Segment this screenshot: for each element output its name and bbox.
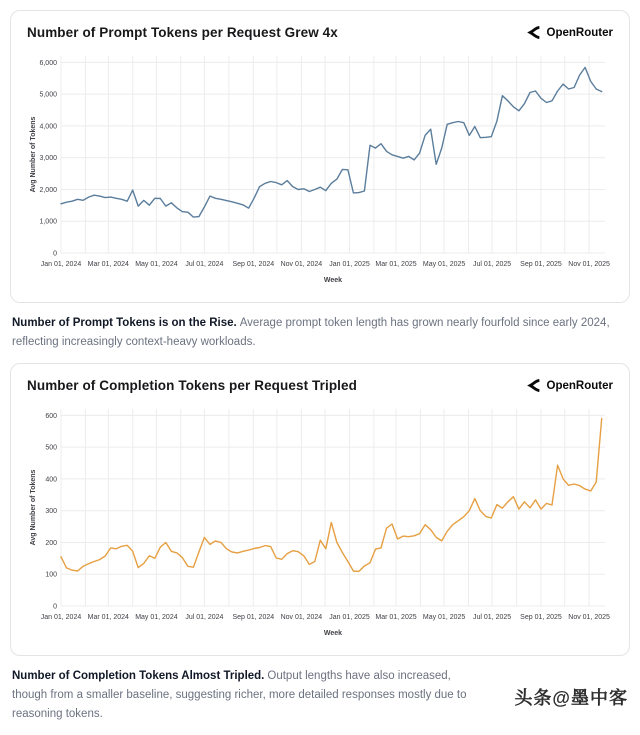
svg-text:Mar 01, 2024: Mar 01, 2024 bbox=[87, 614, 129, 622]
svg-text:Nov 01, 2025: Nov 01, 2025 bbox=[568, 261, 610, 268]
openrouter-brand-label: OpenRouter bbox=[546, 379, 613, 392]
svg-text:5,000: 5,000 bbox=[39, 91, 57, 99]
svg-text:100: 100 bbox=[45, 571, 57, 579]
svg-text:May 01, 2025: May 01, 2025 bbox=[422, 261, 466, 268]
svg-text:4,000: 4,000 bbox=[39, 123, 57, 131]
svg-text:Jan 01, 2024: Jan 01, 2024 bbox=[40, 614, 82, 622]
prompt-card-title: Number of Prompt Tokens per Request Grew 4x bbox=[27, 25, 338, 40]
completion-card-header bbox=[27, 378, 613, 393]
prompt-caption bbox=[12, 314, 628, 351]
svg-text:3,000: 3,000 bbox=[39, 155, 57, 163]
completion-card-title: Number of Completion Tokens per Request Tripled bbox=[27, 378, 357, 394]
svg-text:6,000: 6,000 bbox=[39, 59, 57, 67]
completion-card bbox=[10, 363, 630, 656]
svg-text:Sep 01, 2024: Sep 01, 2024 bbox=[232, 614, 275, 622]
prompt-tokens-chart bbox=[27, 48, 613, 298]
svg-text:Mar 01, 2024: Mar 01, 2024 bbox=[87, 261, 129, 268]
svg-text:2,000: 2,000 bbox=[39, 187, 57, 194]
svg-text:300: 300 bbox=[45, 508, 57, 516]
completion-caption bbox=[12, 667, 480, 723]
svg-text:Jan 01, 2024: Jan 01, 2024 bbox=[40, 261, 82, 268]
openrouter-logo-icon bbox=[527, 25, 542, 40]
svg-text:Avg Number of Tokens: Avg Number of Tokens bbox=[30, 116, 37, 193]
openrouter-logo-icon bbox=[527, 378, 542, 393]
svg-text:600: 600 bbox=[45, 413, 57, 421]
prompt-caption-bold: Number of Prompt Tokens is on the Rise. bbox=[12, 317, 237, 329]
svg-text:1,000: 1,000 bbox=[39, 218, 57, 226]
svg-text:Jul 01, 2025: Jul 01, 2025 bbox=[473, 261, 512, 268]
svg-text:0: 0 bbox=[53, 250, 57, 258]
svg-text:May 01, 2024: May 01, 2024 bbox=[135, 614, 178, 622]
svg-text:Sep 01, 2025: Sep 01, 2025 bbox=[520, 261, 562, 268]
svg-text:Nov 01, 2025: Nov 01, 2025 bbox=[568, 614, 610, 622]
completion-caption-bold: Number of Completion Tokens Almost Tripled. bbox=[12, 670, 265, 683]
svg-text:400: 400 bbox=[45, 476, 57, 484]
completion-caption-row bbox=[0, 667, 640, 723]
svg-text:0: 0 bbox=[53, 603, 57, 611]
svg-text:Jul 01, 2024: Jul 01, 2024 bbox=[185, 614, 224, 622]
svg-text:Nov 01, 2024: Nov 01, 2024 bbox=[280, 261, 323, 268]
svg-text:Avg Number of Tokens: Avg Number of Tokens bbox=[30, 469, 37, 546]
svg-text:Jul 01, 2024: Jul 01, 2024 bbox=[185, 261, 224, 268]
watermark: 头条@墨中客 bbox=[514, 688, 628, 709]
prompt-card bbox=[10, 10, 630, 303]
svg-text:May 01, 2025: May 01, 2025 bbox=[422, 614, 466, 622]
completion-tokens-chart bbox=[27, 401, 613, 651]
completion-caption-text: Output lengths have also increased, though from a smaller baseline, suggesting richer, more detailed responses mostly due to reasoning tokens. bbox=[12, 670, 467, 720]
svg-text:Week: Week bbox=[323, 630, 343, 638]
openrouter-brand bbox=[527, 378, 613, 393]
prompt-caption-text: Average prompt token length has grown nearly fourfold since early 2024, reflecting increasingly context-heavy workloads. bbox=[12, 317, 610, 348]
svg-text:Jan 01, 2025: Jan 01, 2025 bbox=[329, 614, 370, 622]
svg-text:Nov 01, 2024: Nov 01, 2024 bbox=[280, 614, 323, 622]
svg-text:Sep 01, 2024: Sep 01, 2024 bbox=[232, 261, 275, 268]
prompt-card-header bbox=[27, 25, 613, 40]
svg-text:Jan 01, 2025: Jan 01, 2025 bbox=[329, 261, 370, 268]
svg-text:Week: Week bbox=[323, 277, 343, 284]
openrouter-brand bbox=[527, 25, 613, 40]
svg-text:500: 500 bbox=[45, 444, 57, 452]
svg-text:200: 200 bbox=[45, 540, 57, 548]
svg-text:May 01, 2024: May 01, 2024 bbox=[135, 261, 178, 268]
svg-text:Jul 01, 2025: Jul 01, 2025 bbox=[473, 614, 512, 622]
svg-text:Sep 01, 2025: Sep 01, 2025 bbox=[520, 614, 562, 622]
page bbox=[0, 10, 640, 723]
svg-text:Mar 01, 2025: Mar 01, 2025 bbox=[375, 614, 417, 622]
svg-text:Mar 01, 2025: Mar 01, 2025 bbox=[375, 261, 417, 268]
openrouter-brand-label: OpenRouter bbox=[546, 26, 613, 39]
